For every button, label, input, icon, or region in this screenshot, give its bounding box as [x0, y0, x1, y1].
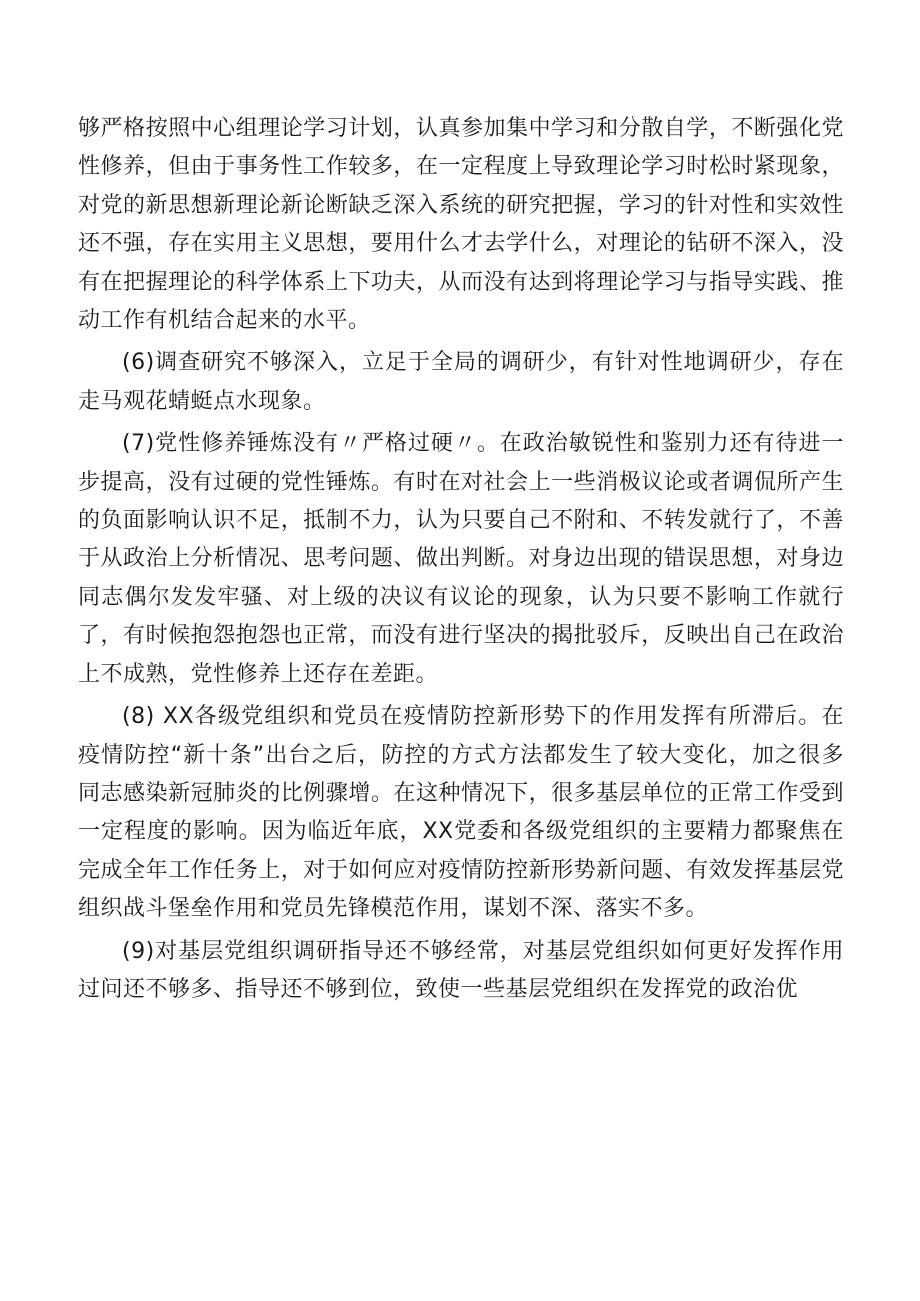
document-body	[78, 110, 844, 1009]
paragraph-item-6: (6)调查研究不够深入，立足于全局的调研少，有针对性地调研少，存在走马观花蜻蜓点水现象。	[78, 350, 844, 414]
paragraph-continuation: 够严格按照中心组理论学习计划，认真参加集中学习和分散自学，不断强化党性修养，但由于事务性工作较多，在一定程度上导致理论学习时松时紧现象，对党的新思想新理论新论断缺乏深入系统的研究把握，学习的针对性和实效性还不强，存在实用主义思想，要用什么才去学什么，对理论的钻研不深入，没有在把握理论的科学体系上下功夫，从而没有达到将理论学习与指导实践、推动工作有机结合起来的水平。	[78, 116, 844, 334]
paragraph-item-8: (8) XX各级党组织和党员在疫情防控新形势下的作用发挥有所滞后。在疫情防控“新十条”出台之后，防控的方式方法都发生了较大变化，加之很多同志感染新冠肺炎的比例骤增。在这种情况下，很多基层单位的正常工作受到一定程度的影响。因为临近年底，XX党委和各级党组织的主要精力都聚焦在完成全年工作任务上，对于如何应对疫情防控新形势新问题、有效发挥基层党组织战斗堡垒作用和党员先锋模范作用，谋划不深、落实不多。	[78, 704, 844, 922]
paragraph-item-9: (9)对基层党组织调研指导还不够经常，对基层党组织如何更好发挥作用过问还不够多、指导还不够到位，致使一些基层党组织在发挥党的政治优	[78, 938, 844, 1002]
paragraph-item-7: (7)党性修养锤炼没有〃严格过硬〃。在政治敏锐性和鉴别力还有待进一步提高，没有过硬的党性锤炼。有时在对社会上一些消极议论或者调侃所产生的负面影响认识不足，抵制不力，认为只要自己不附和、不转发就行了，不善于从政治上分析情况、思考问题、做出判断。对身边出现的错误思想，对身边同志偶尔发发牢骚、对上级的决议有议论的现象，认为只要不影响工作就行了，有时候抱怨抱怨也正常，而没有进行坚决的揭批驳斥，反映出自己在政治上不成熟，党性修养上还存在差距。	[78, 431, 844, 687]
